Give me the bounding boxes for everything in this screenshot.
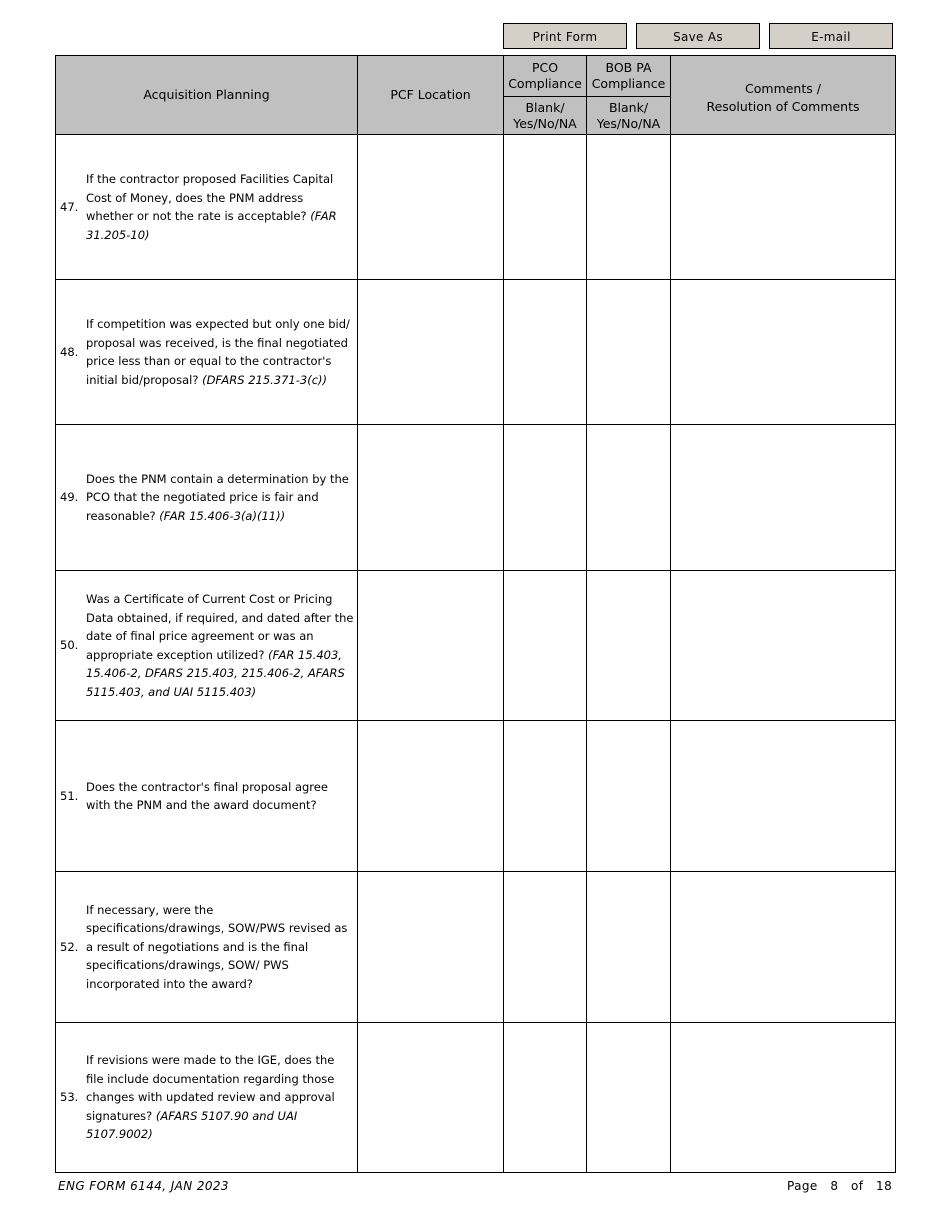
table-row (56, 425, 896, 571)
pco-compliance-field[interactable] (504, 280, 587, 425)
question-text: Does the PNM contain a determination by the PCO that the negotiated price is fair and reasonable? (FAR 15.406-3(a)(11)) (86, 471, 349, 523)
bob-pa-compliance-field[interactable] (587, 571, 671, 721)
question-cell (56, 571, 358, 721)
question-cell (56, 135, 358, 280)
question-cell (56, 721, 358, 872)
question-text: If competition was expected but only one bid/ proposal was received, is the final negotiated price less than or equal to the contractor's initial bid/proposal? (DFARS 215.371-3(c)) (86, 317, 350, 387)
question-number: 48. (60, 344, 79, 359)
question-number: 52. (60, 939, 79, 954)
pcf-location-field[interactable] (358, 280, 504, 425)
header-comments: Comments / Resolution of Comments (671, 56, 896, 135)
comments-field[interactable] (671, 425, 896, 571)
of-label: of (851, 1179, 864, 1193)
question-text: Does the contractor's final proposal agree with the PNM and the award document? (86, 779, 328, 812)
question-text: If the contractor proposed Facilities Capital Cost of Money, does the PNM address whether or not the rate is acceptable? (FAR 31.205-10) (86, 172, 337, 242)
question-number: 47. (60, 199, 79, 214)
comments-field[interactable] (671, 1023, 896, 1173)
header-acquisition-planning: Acquisition Planning (56, 56, 358, 135)
bob-pa-compliance-field[interactable] (587, 872, 671, 1023)
table-row (56, 721, 896, 872)
pco-compliance-field[interactable] (504, 135, 587, 280)
pco-compliance-field[interactable] (504, 872, 587, 1023)
question-cell (56, 425, 358, 571)
question-cell (56, 1023, 358, 1173)
pcf-location-field[interactable] (358, 1023, 504, 1173)
pco-compliance-field[interactable] (504, 571, 587, 721)
regulation-citation: (AFARS 5107.90 and UAI 5107.9002) (86, 1108, 298, 1142)
regulation-citation: (FAR 15.403, 15.406-2, DFARS 215.403, 215.406-2, AFARS 5115.403, and UAI 5115.403) (86, 647, 345, 699)
pco-compliance-field[interactable] (504, 721, 587, 872)
table-row (56, 135, 896, 280)
email-button[interactable]: E-mail (769, 23, 893, 49)
header-pco-compliance: PCO Compliance (504, 56, 587, 97)
comments-field[interactable] (671, 571, 896, 721)
question-cell (56, 280, 358, 425)
question-number: 51. (60, 788, 79, 803)
question-text: Was a Certificate of Current Cost or Pricing Data obtained, if required, and dated after the date of final price agreement or was an appropriate exception utilized? (FAR 15.403, 15.406-2, DFARS 215.403, 215.406-2, AFARS 5115.403, and UAI 5115.403) (86, 592, 354, 699)
page-indicator (787, 1179, 892, 1193)
pcf-location-field[interactable] (358, 425, 504, 571)
bob-pa-compliance-field[interactable] (587, 280, 671, 425)
table-row (56, 571, 896, 721)
acquisition-planning-table (55, 55, 896, 1173)
pcf-location-field[interactable] (358, 872, 504, 1023)
comments-field[interactable] (671, 721, 896, 872)
question-text: If revisions were made to the IGE, does the file include documentation regarding those changes with updated review and approval signatures? (AFARS 5107.90 and UAI 5107.9002) (86, 1053, 335, 1142)
comments-field[interactable] (671, 280, 896, 425)
pco-compliance-field[interactable] (504, 425, 587, 571)
page-total: 18 (876, 1179, 893, 1193)
bob-pa-compliance-field[interactable] (587, 721, 671, 872)
question-text: If necessary, were the specifications/drawings, SOW/PWS revised as a result of negotiations and is the final specifications/drawings, SOW/ PWS incorporated into the award? (86, 902, 348, 991)
page-label: Page (787, 1179, 818, 1193)
header-bob-pa-compliance: BOB PA Compliance (587, 56, 671, 97)
table-row (56, 280, 896, 425)
bob-pa-compliance-field[interactable] (587, 1023, 671, 1173)
pcf-location-field[interactable] (358, 721, 504, 872)
print-form-button[interactable]: Print Form (503, 23, 627, 49)
question-number: 50. (60, 638, 79, 653)
regulation-citation: (FAR 31.205-10) (86, 209, 337, 242)
pco-compliance-field[interactable] (504, 1023, 587, 1173)
bob-pa-compliance-field[interactable] (587, 135, 671, 280)
question-number: 53. (60, 1090, 79, 1105)
regulation-citation: (FAR 15.406-3(a)(11)) (159, 508, 286, 523)
pcf-location-field[interactable] (358, 571, 504, 721)
pcf-location-field[interactable] (358, 135, 504, 280)
table-row (56, 1023, 896, 1173)
save-as-button[interactable]: Save As (636, 23, 760, 49)
question-cell (56, 872, 358, 1023)
comments-field[interactable] (671, 872, 896, 1023)
subheader-bob-options: Blank/ Yes/No/NA (587, 97, 671, 135)
form-identifier: ENG FORM 6144, JAN 2023 (58, 1179, 229, 1193)
bob-pa-compliance-field[interactable] (587, 425, 671, 571)
table-row (56, 872, 896, 1023)
header-pcf-location: PCF Location (358, 56, 504, 135)
comments-field[interactable] (671, 135, 896, 280)
regulation-citation: (DFARS 215.371-3(c)) (202, 372, 327, 387)
question-number: 49. (60, 490, 79, 505)
page-number: 8 (830, 1179, 839, 1193)
subheader-pco-options: Blank/ Yes/No/NA (504, 97, 587, 135)
